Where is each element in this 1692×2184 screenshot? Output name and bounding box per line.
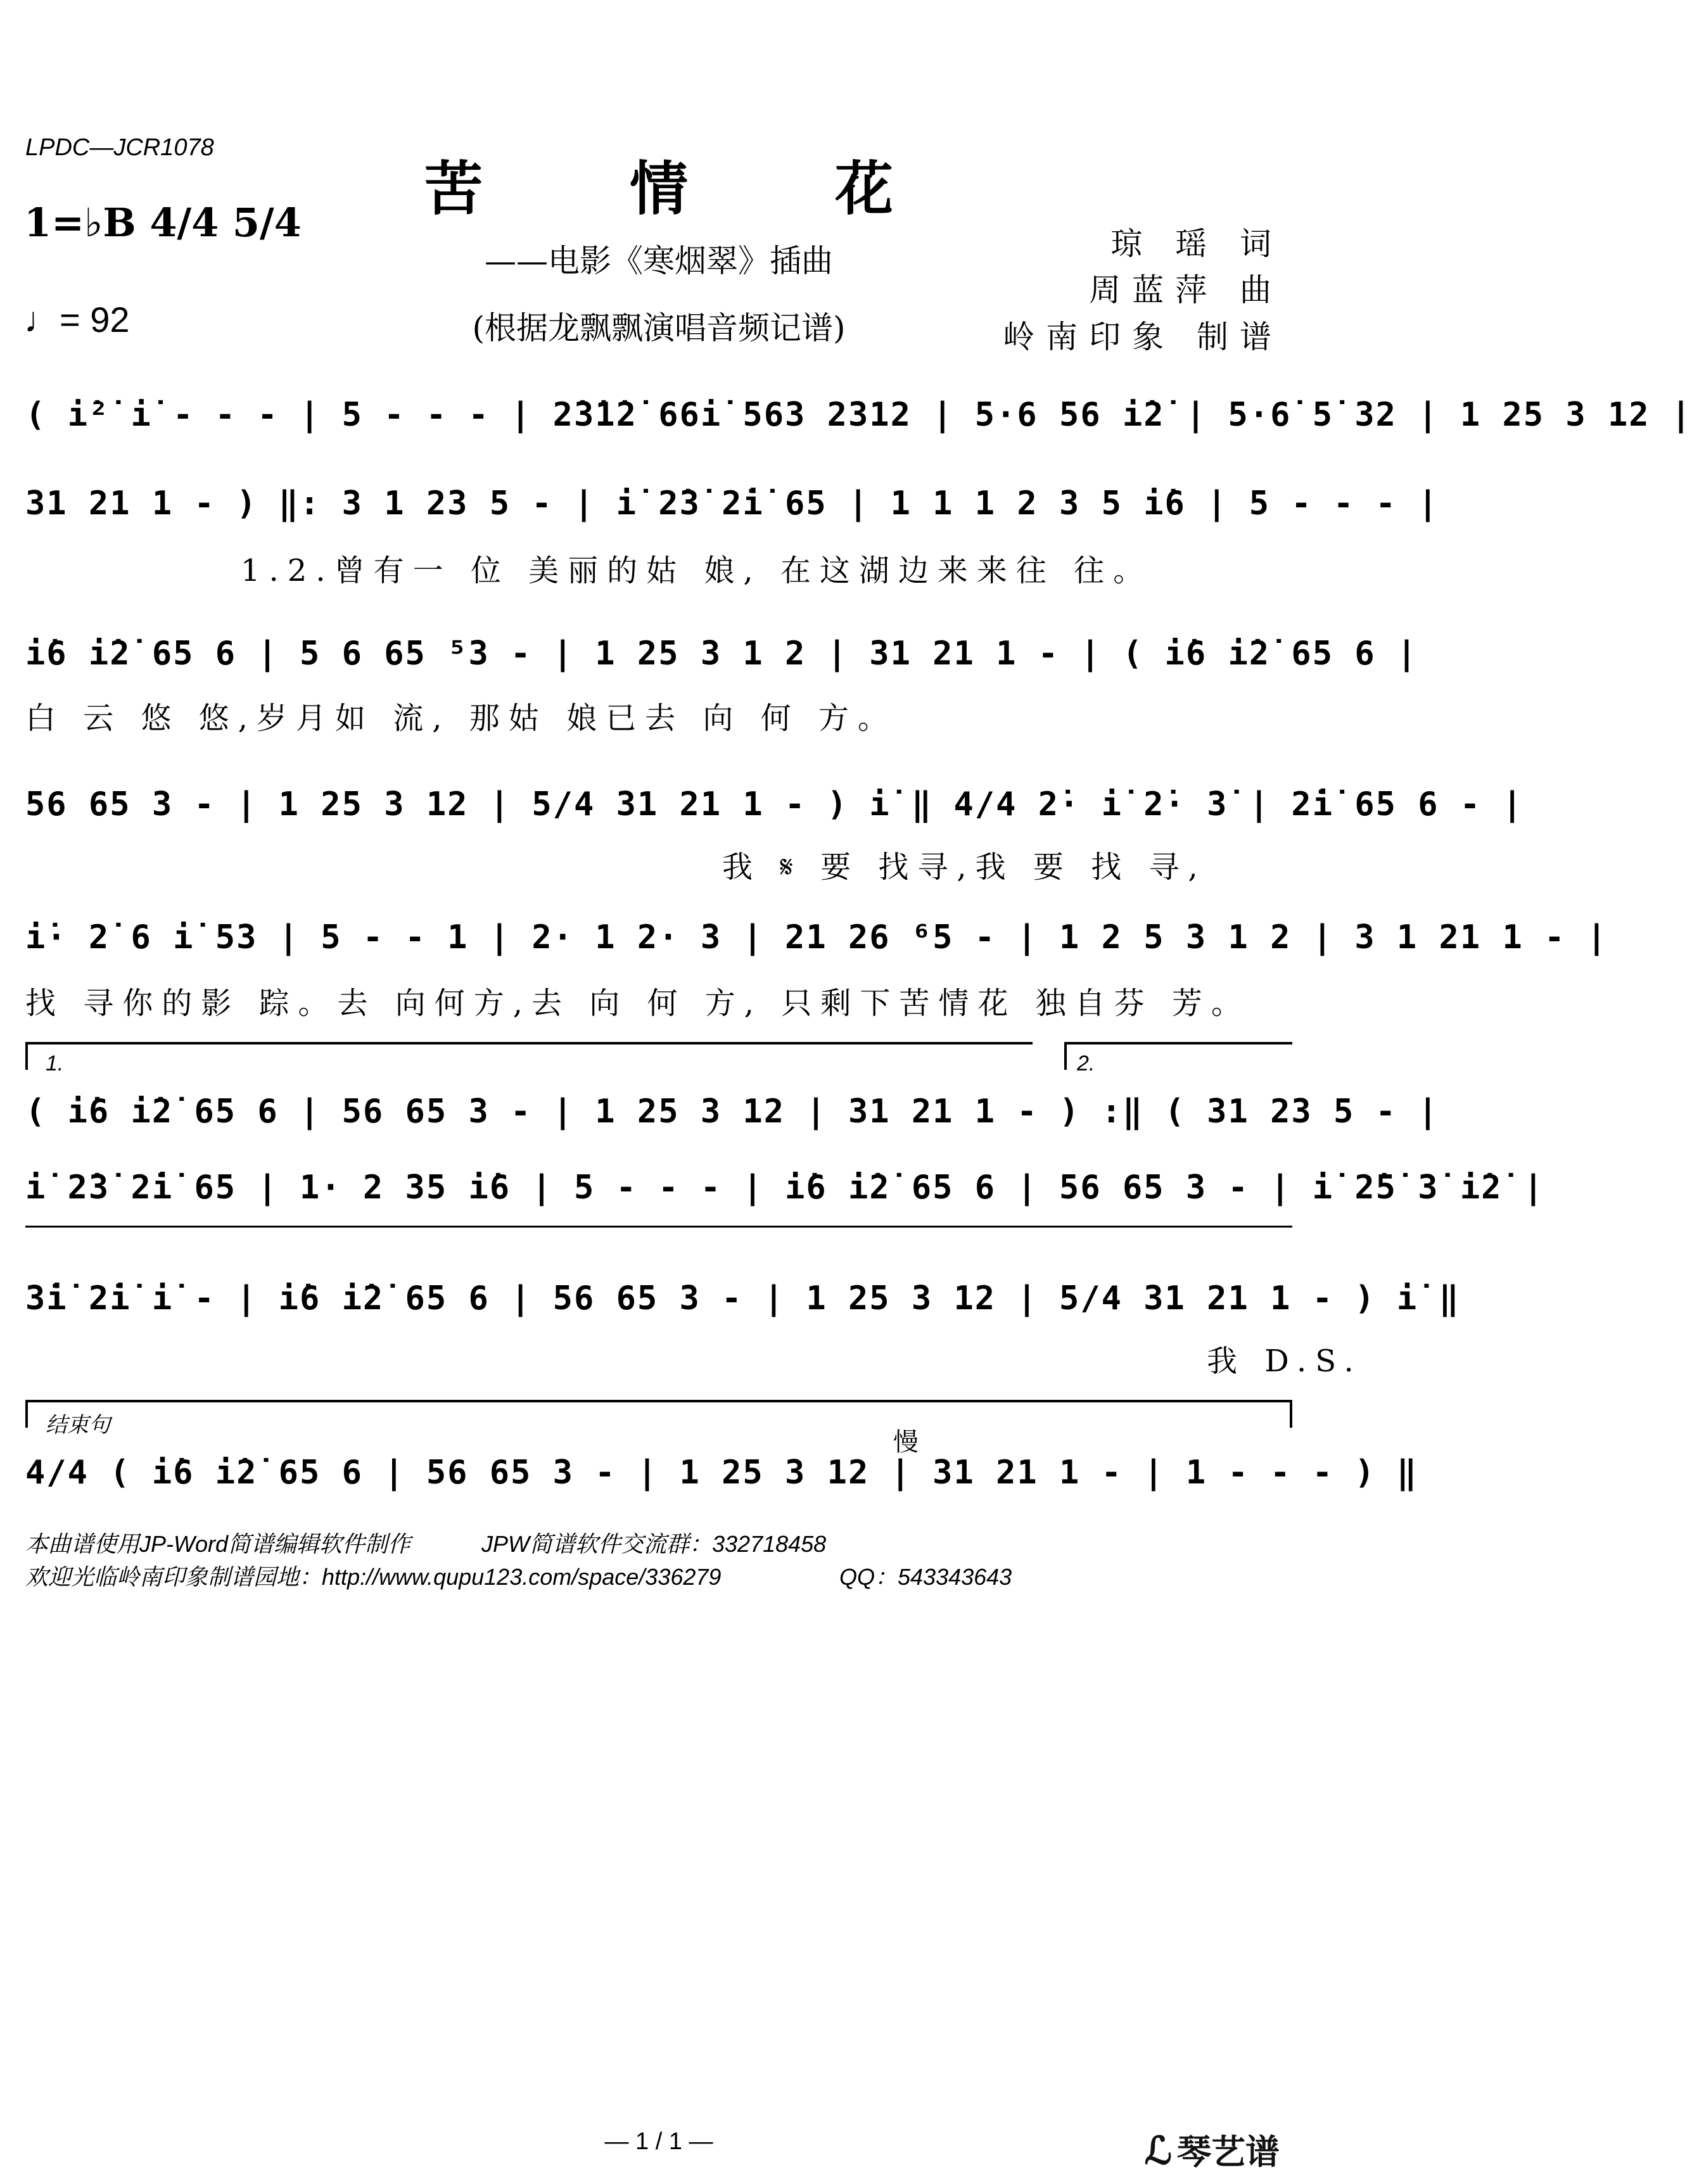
lyric-line-2: 1.2.曾有一 位 美丽的姑 娘, 在这湖边来来往 往。 [241, 553, 1153, 588]
volta-1-bracket [25, 1042, 1033, 1044]
volta-2-label: 2. [1077, 1051, 1095, 1076]
score-line-7: i̇ 2̇3̇ 2̇i̇ 65 | 1· 2 35 i̇6 | 5 - - - | i̇6 i̇2̇ 65 6 | 56 65 3 - | i̇ 2̇5̇ 3̇ i̇2̇ | [25, 1169, 1545, 1207]
score-code: LPDC—JCR1078 [25, 134, 214, 161]
lyricist-credit: 琼 瑶 词 [1110, 225, 1283, 262]
volta-1-tick [25, 1042, 28, 1070]
ending-bracket-tick-right [1290, 1400, 1292, 1428]
volta-2-extension-line [25, 1226, 1292, 1228]
lyric-line-5: 找 寻你的影 踪。去 向何方,去 向 何 方, 只剩下苦情花 独自芬 芳。 [25, 986, 1250, 1021]
score-line-3: i̇6 i̇2̇ 65 6 | 5 6 65 ⁵3 - | 1 25 3 1 2 | 31 21 1 - | ( i̇6 i̇2̇ 65 6 | [25, 635, 1418, 673]
ending-bracket-tick-left [25, 1400, 28, 1428]
score-line-1: ( i̇²̇ i̇ - - - | 5 - - - | 2̇3̇1̇2̇ 66i̇ 563 2312 | 5·6 56 i̇2̇ | 5·6̇ 5̇ 32 | 1 25 3 12 | [25, 396, 1692, 434]
volta-1-label: 1. [46, 1051, 64, 1076]
score-line-5: i̇· 2̇ 6 i̇ 53 | 5 - - 1 | 2· 1 2· 3 | 21 26 ⁶5 - | 1 2 5 3 1 2 | 3 1 21 1 - | [25, 918, 1608, 956]
tempo-mark: ♩= 92 [24, 300, 130, 340]
footer-software-note: 本曲谱使用JP-Word简谱编辑软件制作 [25, 1531, 411, 1557]
footer-qq: QQ：543343643 [839, 1564, 1012, 1590]
lyric-line-4: 我 𝄋 要 找寻,我 要 找 寻, [722, 849, 1207, 885]
volta-2-bracket [1064, 1042, 1292, 1044]
transcription-note: (根据龙飘飘演唱音频记谱) [472, 310, 846, 346]
lyric-line-8: 我 D.S. [1207, 1343, 1363, 1379]
score-line-9: 4/4 ( i̇6 i̇2̇ 65 6 | 56 65 3 - | 1 25 3 12 | 31 21 1 - | 1 - - - ) ‖ [25, 1454, 1418, 1492]
subtitle: ——电影《寒烟翠》插曲 [485, 243, 833, 279]
page-title: 苦 情 花 [424, 155, 957, 223]
score-line-6: ( i̇6 i̇2̇ 65 6 | 56 65 3 - | 1 25 3 12 | 31 21 1 - ) :‖ ( 31 23 5 - | [25, 1093, 1439, 1131]
logo-icon: ℒ [1144, 2130, 1172, 2172]
ending-label: 结束句 [46, 1413, 110, 1437]
key-signature: 1=♭B 4/4 5/4 [24, 200, 302, 246]
arranger-credit: 岭南印象 制谱 [1003, 319, 1283, 355]
logo-text: 琴艺谱 [1177, 2133, 1280, 2171]
slow-mark: 慢 [893, 1428, 919, 1456]
footer-site-link[interactable]: 欢迎光临岭南印象制谱园地：http://www.qupu123.com/space/336279 [25, 1564, 722, 1590]
score-line-8: 3̇i̇ 2̇i̇ i̇ - | i̇6 i̇2̇ 65 6 | 56 65 3 - | 1 25 3 12 | 5/4 31 21 1 - ) i̇ ‖ [25, 1279, 1460, 1317]
ending-bracket [25, 1400, 1292, 1402]
lyric-line-3: 白 云 悠 悠,岁月如 流, 那姑 娘已去 向 何 方。 [25, 701, 897, 736]
score-line-4: 56 65 3 - | 1 25 3 12 | 5/4 31 21 1 - ) i̇ ‖ 4/4 2̇· i̇ 2̇· 3̇ | 2̇i̇ 65 6 - | [25, 785, 1523, 823]
volta-2-tick [1064, 1042, 1067, 1070]
site-logo [1145, 2125, 1280, 2174]
page-number: — 1 / 1 — [604, 2128, 713, 2155]
composer-credit: 周蓝萍 曲 [1089, 272, 1283, 308]
footer-group-note: JPW简谱软件交流群：332718458 [481, 1531, 827, 1557]
score-line-2: 31 21 1 - ) ‖: 3 1 23 5 - | i̇ 2̇3̇ 2̇i̇ 65 | 1 1 1 2 3 5 i̇6 | 5 - - - | [25, 485, 1439, 523]
